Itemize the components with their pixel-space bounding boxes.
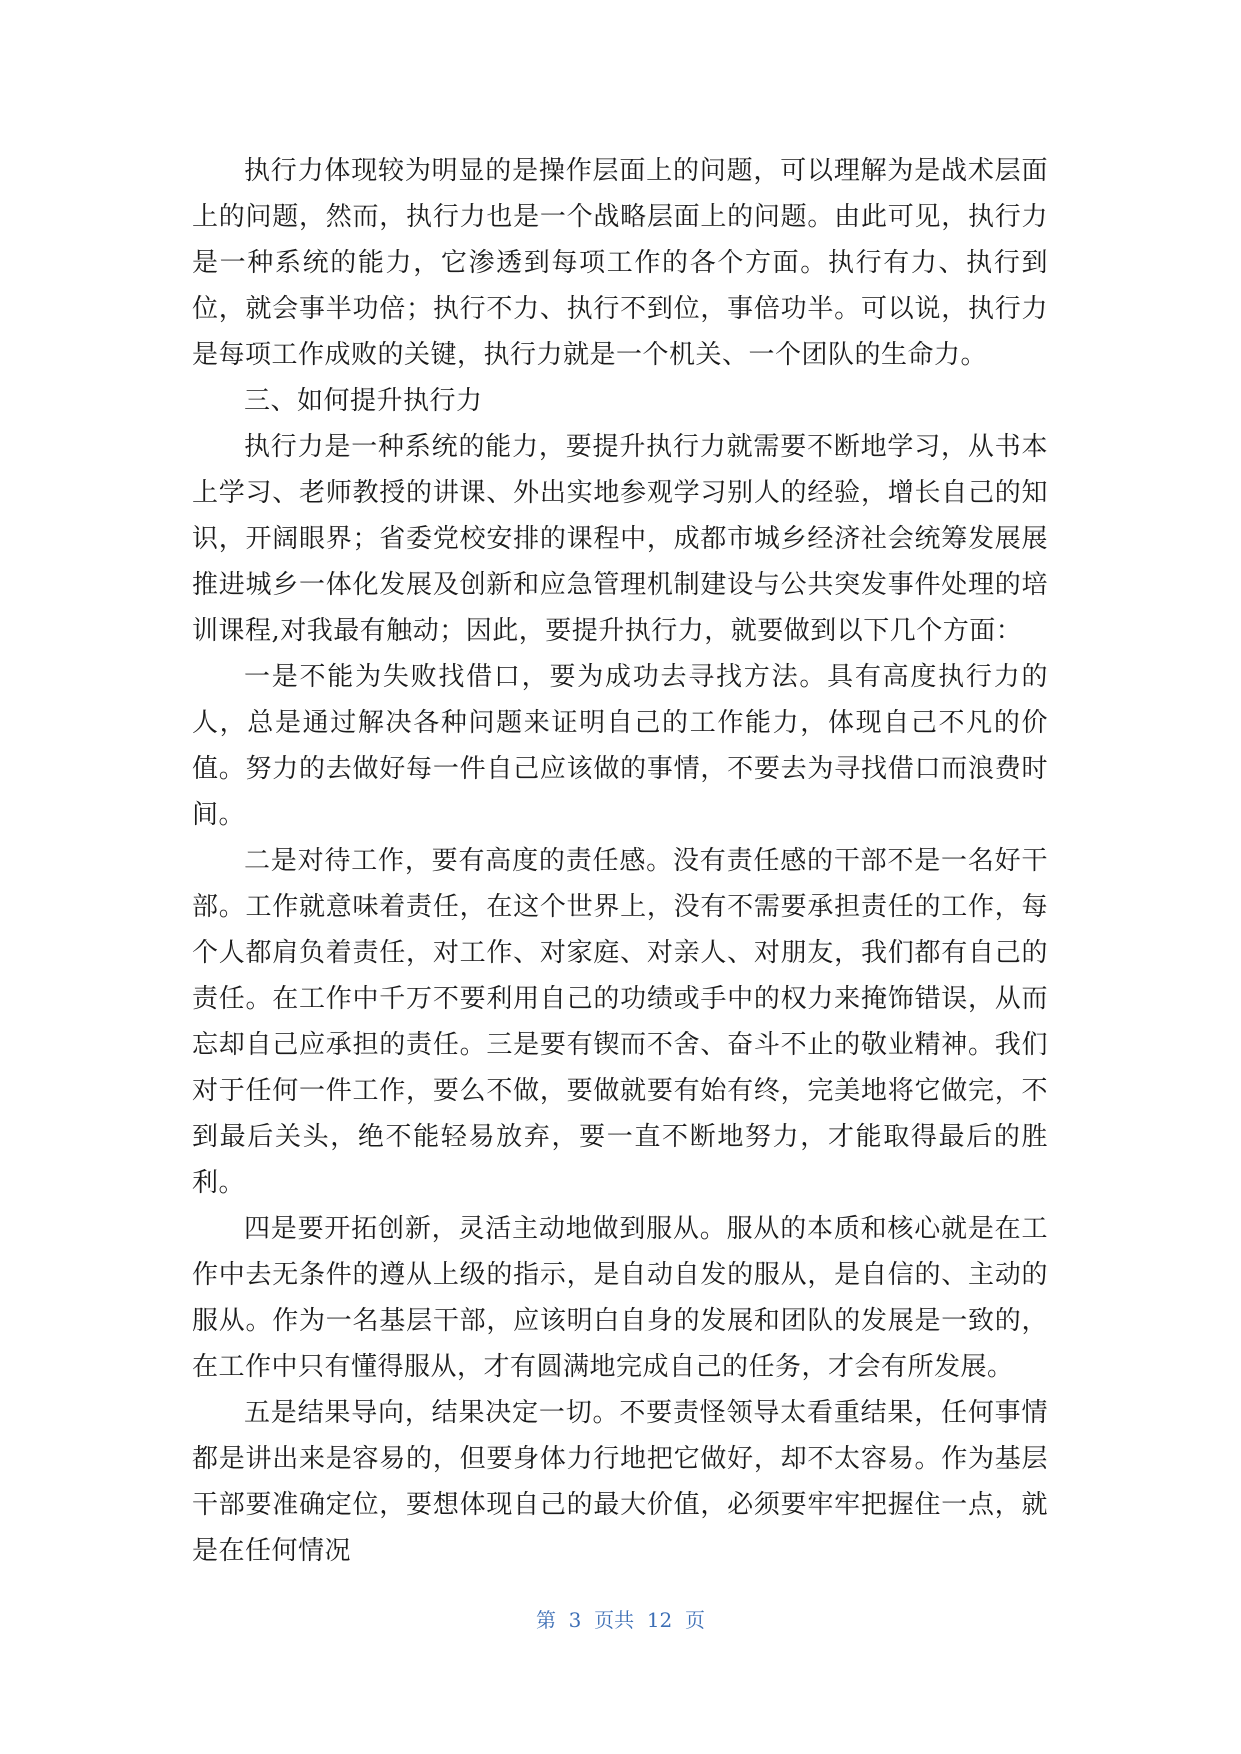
document-body [192,148,1048,1574]
section-heading-improve-execution: 三、如何提升执行力 [244,386,483,416]
paragraph-execution-strategy: 执行力体现较为明显的是操作层面上的问题，可以理解为是战术层面上的问题，然而，执行力也是一个战略层面上的问题。由此可见，执行力是一种系统的能力，它渗透到每项工作的各个方面。执行有力、执行到位，就会事半功倍；执行不力、执行不到位，事倍功半。可以说，执行力是每项工作成败的关键，执行力就是一个机关、一个团队的生命力。 [192,156,1048,370]
paragraph-point-two-three: 二是对待工作，要有高度的责任感。没有责任感的干部不是一名好干部。工作就意味着责任，在这个世界上，没有不需要承担责任的工作，每个人都肩负着责任，对工作、对家庭、对亲人、对朋友，我们都有自己的责任。在工作中千万不要利用自己的功绩或手中的权力来掩饰错误，从而忘却自己应承担的责任。三是要有锲而不舍、奋斗不止的敬业精神。我们对于任何一件工作，要么不做，要做就要有始有终，完美地将它做完，不到最后关头，绝不能轻易放弃，要一直不断地努力，才能取得最后的胜利。 [192,846,1048,1198]
paragraph-point-five: 五是结果导向，结果决定一切。不要责怪领导太看重结果，任何事情都是讲出来是容易的，但要身体力行地把它做好，却不太容易。作为基层干部要准确定位，要想体现自己的最大价值，必须要牢牢把握住一点，就是在任何情况 [192,1398,1048,1566]
paragraph-point-one: 一是不能为失败找借口，要为成功去寻找方法。具有高度执行力的人，总是通过解决各种问题来证明自己的工作能力，体现自己不凡的价值。努力的去做好每一件自己应该做的事情，不要去为寻找借口而浪费时间。 [192,662,1048,830]
page-number-footer: 第 3 页共 12 页 [535,1608,706,1632]
paragraph-learning: 执行力是一种系统的能力，要提升执行力就需要不断地学习，从书本上学习、老师教授的讲课、外出实地参观学习别人的经验，增长自己的知识，开阔眼界；省委党校安排的课程中，成都市城乡经济社会统筹发展展推进城乡一体化发展及创新和应急管理机制建设与公共突发事件处理的培训课程,对我最有触动；因此，要提升执行力，就要做到以下几个方面： [192,432,1048,646]
paragraph-point-four: 四是要开拓创新，灵活主动地做到服从。服从的本质和核心就是在工作中去无条件的遵从上级的指示，是自动自发的服从，是自信的、主动的服从。作为一名基层干部，应该明白自身的发展和团队的发展是一致的，在工作中只有懂得服从，才有圆满地完成自己的任务，才会有所发展。 [192,1214,1048,1382]
